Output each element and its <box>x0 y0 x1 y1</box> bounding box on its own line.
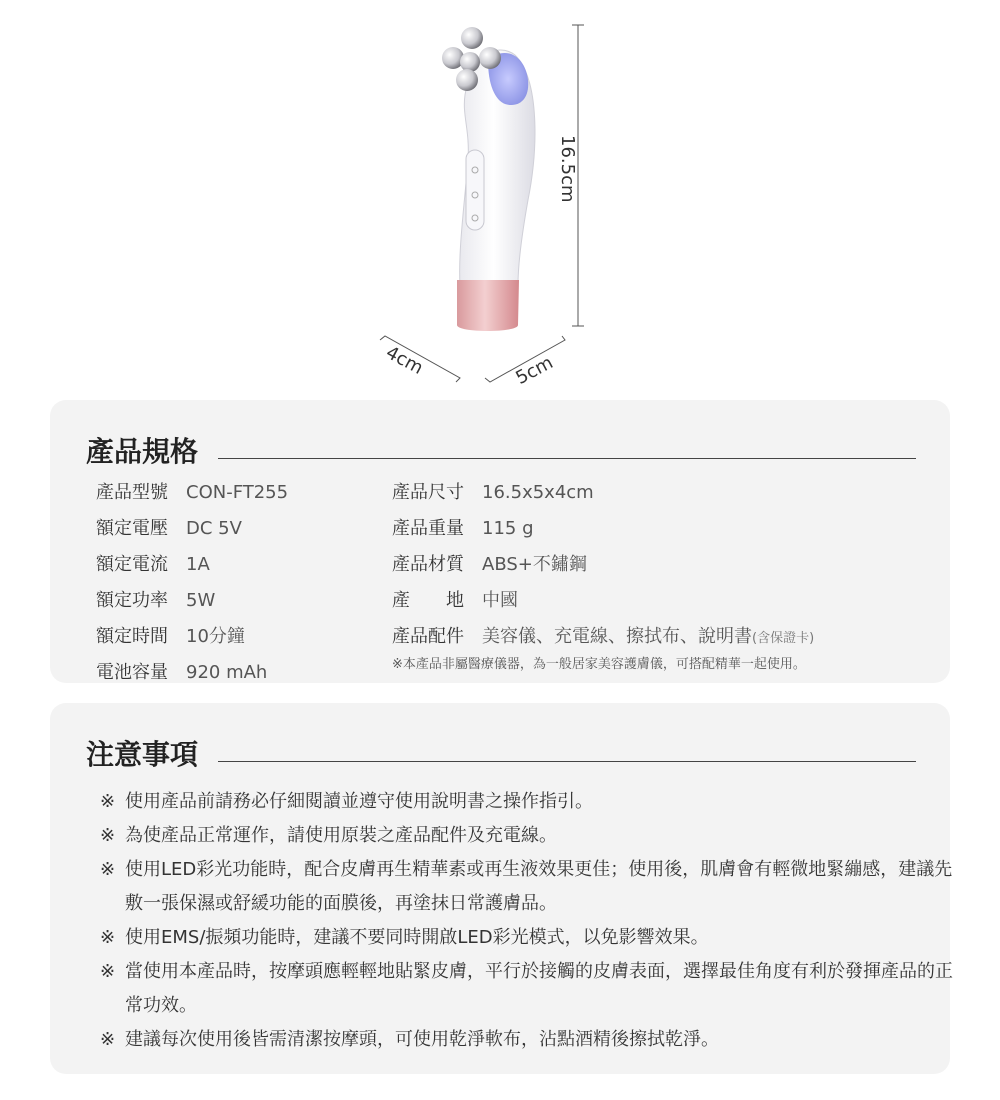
spec-key: 額定功率 <box>96 590 168 611</box>
spec-title: 產品規格 <box>86 435 199 468</box>
massage-head-icon <box>460 52 480 72</box>
spec-value: DC 5V <box>186 518 242 539</box>
device-base <box>457 280 519 331</box>
massage-head-icon <box>456 69 478 91</box>
spec-key: 產品重量 <box>392 518 464 539</box>
note-item <box>100 785 955 819</box>
product-hero <box>0 0 1000 400</box>
spec-row <box>96 586 215 612</box>
massage-head-icon <box>461 27 483 49</box>
spec-value: 5W <box>186 590 216 611</box>
note-text: 使用產品前請務必仔細閱讀並遵守使用說明書之操作指引。 <box>125 791 593 812</box>
spec-key: 產品配件 <box>392 626 464 647</box>
spec-value: 美容儀、充電線、擦拭布、說明書 <box>482 626 752 647</box>
note-item <box>100 819 955 853</box>
spec-card <box>50 400 950 683</box>
note-bullet-icon: ※ <box>100 825 116 846</box>
spec-row <box>96 478 288 504</box>
spec-value: 920 mAh <box>186 662 268 683</box>
spec-row <box>96 658 267 684</box>
note-item <box>100 921 955 955</box>
spec-row <box>96 514 242 540</box>
note-text: 為使產品正常運作，請使用原裝之產品配件及充電線。 <box>125 825 557 846</box>
spec-key: 額定電壓 <box>96 518 168 539</box>
spec-value: 中國 <box>482 590 518 611</box>
spec-key: 產品材質 <box>392 554 464 575</box>
spec-value-note: (含保證卡) <box>752 631 815 646</box>
spec-row <box>392 514 534 540</box>
spec-key: 額定電流 <box>96 554 168 575</box>
note-text: 當使用本產品時，按摩頭應輕輕地貼緊皮膚，平行於接觸的皮膚表面，選擇最佳角度有利於發揮產品的正常功效。 <box>125 961 953 1016</box>
spec-row <box>392 478 594 504</box>
note-bullet-icon: ※ <box>100 927 116 948</box>
spec-value: 115 g <box>482 518 534 539</box>
note-text: 使用EMS/振頻功能時，建議不要同時開啟LED彩光模式，以免影響效果。 <box>125 927 709 948</box>
spec-key: 電池容量 <box>96 662 168 683</box>
note-text: 使用LED彩光功能時，配合皮膚再生精華素或再生液效果更佳；使用後，肌膚會有輕微地緊繃感，建議先敷一張保濕或舒緩功能的面膜後，再塗抹日常護膚品。 <box>125 859 953 914</box>
spec-title-rule <box>218 458 916 459</box>
width-label-a: 4cm <box>382 342 427 379</box>
note-text: 建議每次使用後皆需清潔按摩頭，可使用乾淨軟布，沾點酒精後擦拭乾淨。 <box>125 1029 719 1050</box>
spec-row <box>96 622 245 648</box>
spec-footnote: ※本產品非屬醫療儀器，為一般居家美容護膚儀，可搭配精華一起使用。 <box>392 657 806 672</box>
massage-head-icon <box>479 47 501 69</box>
spec-row <box>392 550 587 576</box>
spec-value: ABS+不鏽鋼 <box>482 554 587 575</box>
control-buttons <box>466 150 484 230</box>
spec-key: 額定時間 <box>96 626 168 647</box>
width-label-b: 5cm <box>512 352 557 389</box>
height-label: 16.5cm <box>557 135 578 203</box>
note-item <box>100 853 955 921</box>
spec-value: 10分鐘 <box>186 626 245 647</box>
spec-key: 產 地 <box>392 590 464 611</box>
note-bullet-icon: ※ <box>100 859 116 880</box>
notes-card <box>50 703 953 1074</box>
notes-title: 注意事項 <box>86 738 199 771</box>
massage-head-icon <box>442 47 464 69</box>
spec-value: CON-FT255 <box>186 482 289 503</box>
product-illustration <box>0 0 1000 400</box>
spec-row <box>392 586 518 612</box>
notes-title-rule <box>218 761 916 762</box>
note-bullet-icon: ※ <box>100 1029 116 1050</box>
note-bullet-icon: ※ <box>100 791 116 812</box>
spec-value: 16.5x5x4cm <box>482 482 594 503</box>
spec-value: 1A <box>186 554 210 575</box>
note-item <box>100 1023 955 1057</box>
spec-row <box>96 550 210 576</box>
spec-key: 產品型號 <box>96 482 168 503</box>
spec-key: 產品尺寸 <box>392 482 464 503</box>
spec-row <box>392 622 814 648</box>
note-item <box>100 955 955 1023</box>
note-bullet-icon: ※ <box>100 961 116 982</box>
